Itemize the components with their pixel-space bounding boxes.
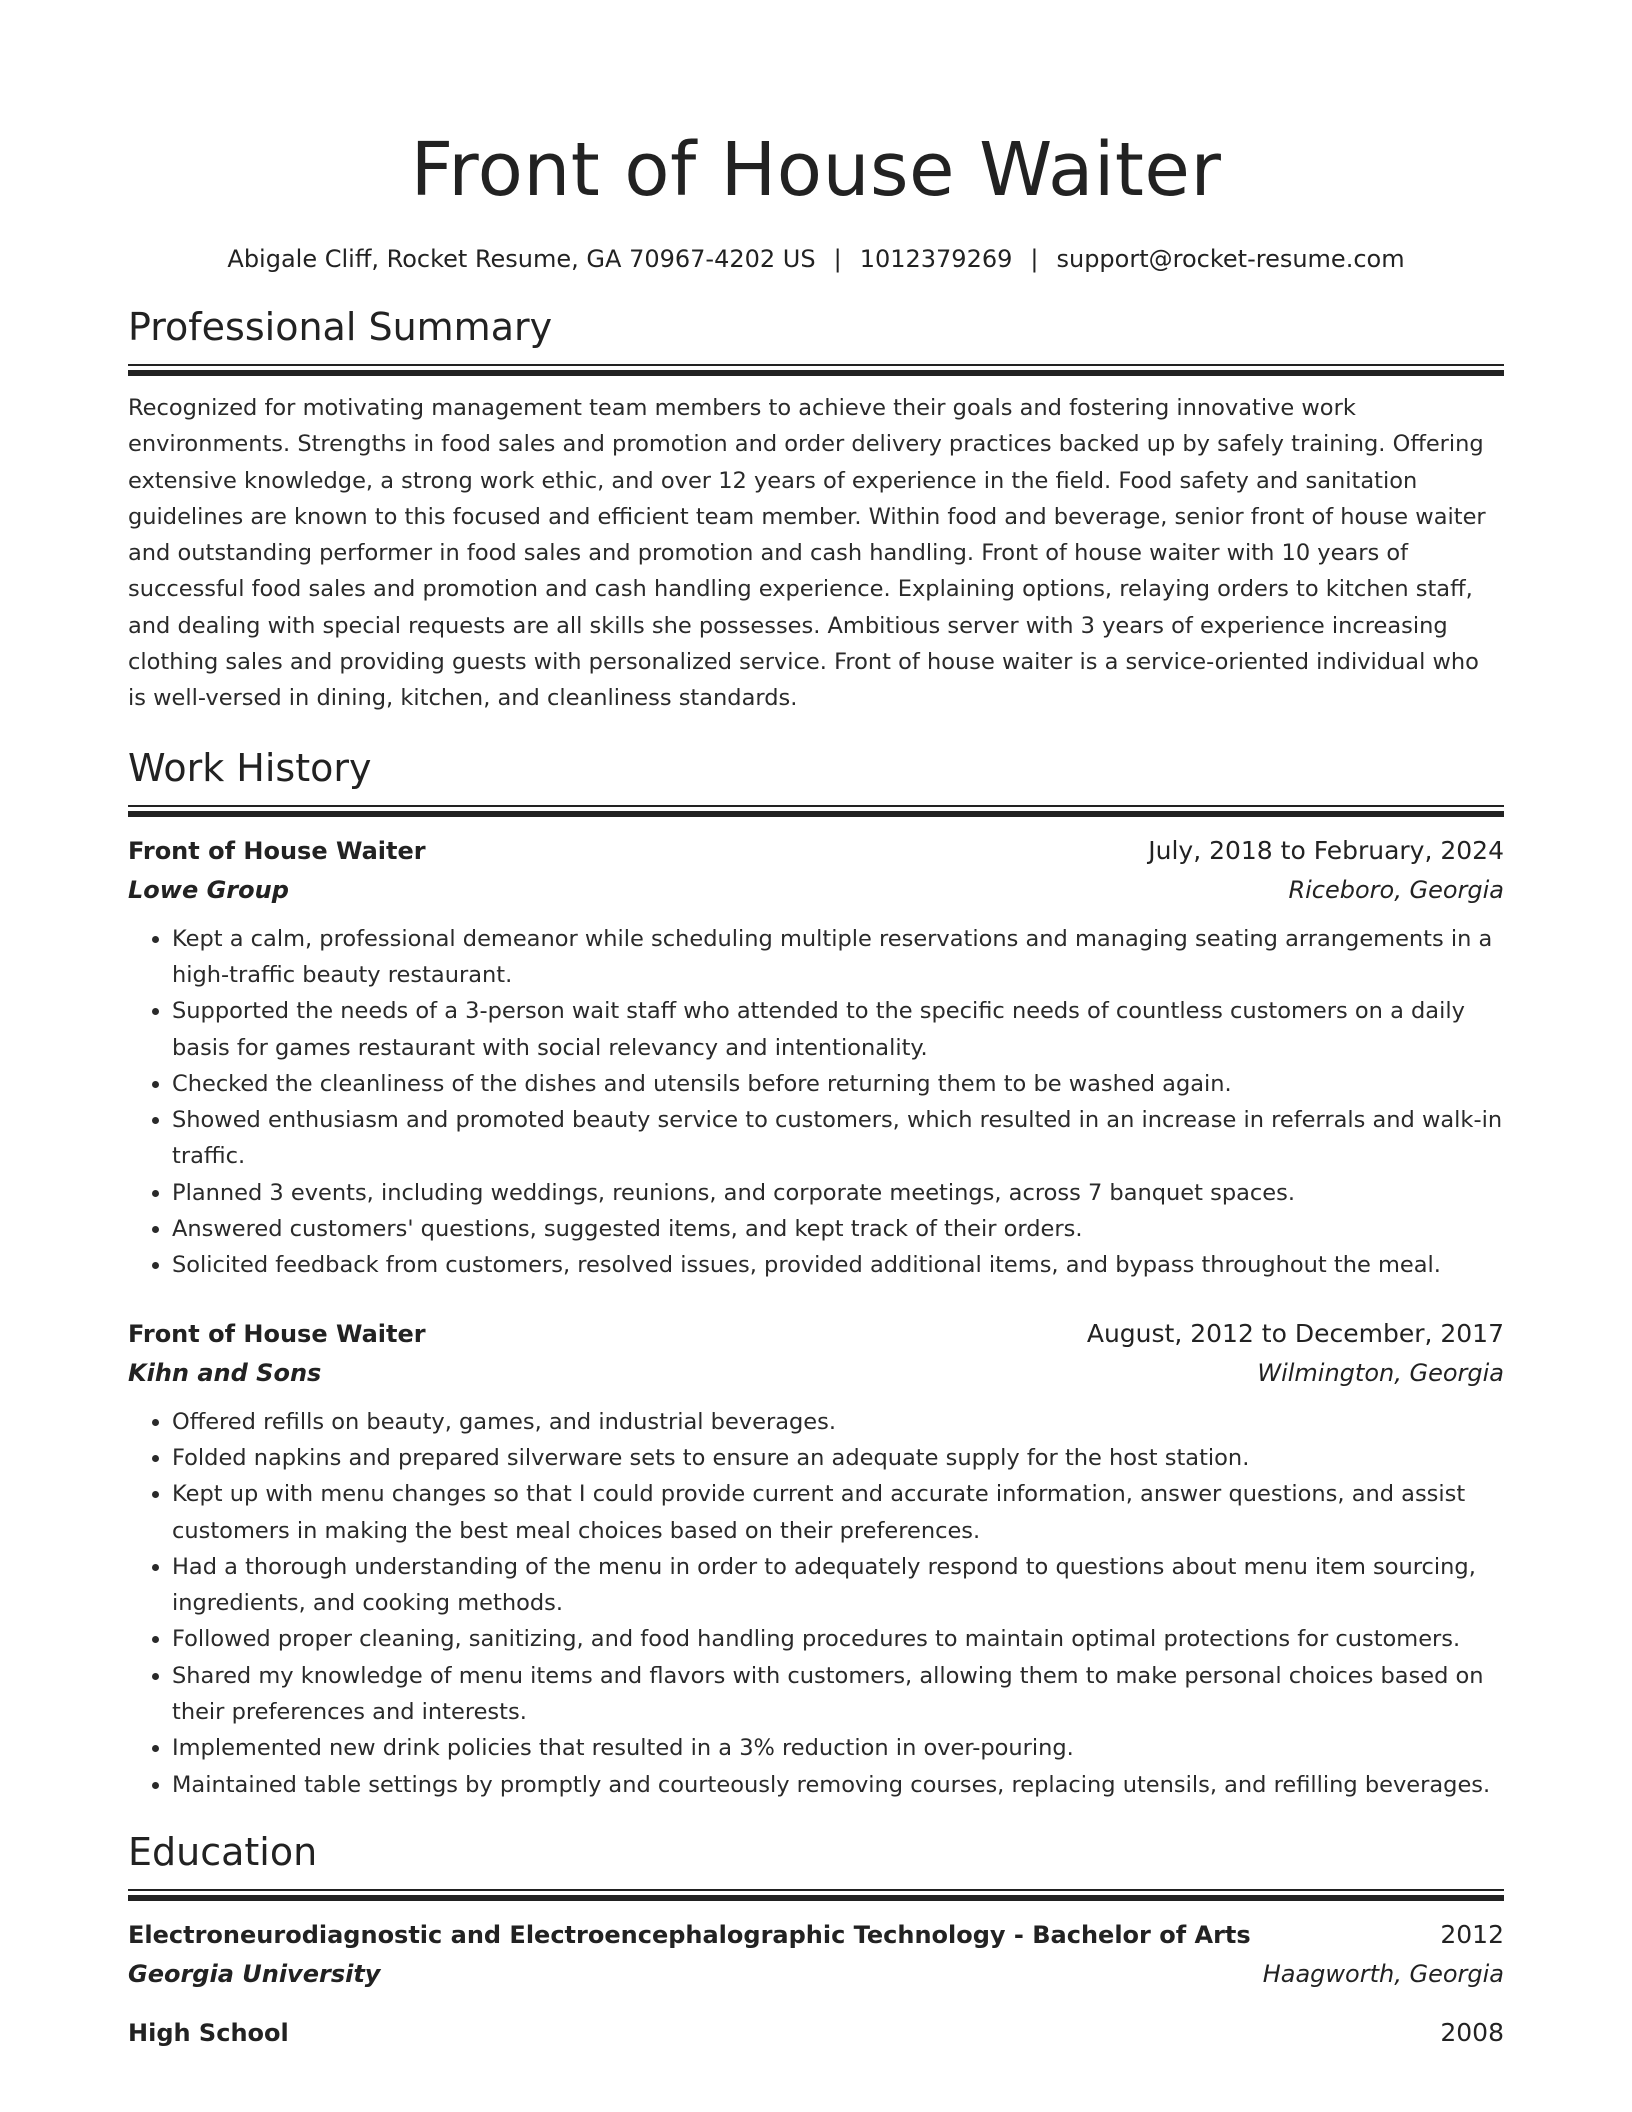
work-history-section bbox=[128, 745, 1504, 1803]
education-header-row bbox=[128, 1915, 1504, 1955]
job-location: Wilmington, Georgia bbox=[1257, 1358, 1504, 1387]
job-title: Front of House Waiter bbox=[128, 1319, 426, 1348]
job-bullet: • Had a thorough understanding of the menu in order to adequately respond to questions about menu item sourcing, ingredients, and cooking methods. bbox=[172, 1549, 1504, 1622]
section-heading-summary: Professional Summary bbox=[128, 305, 553, 349]
contact-separator: | bbox=[1030, 245, 1039, 273]
section-divider bbox=[128, 1889, 1504, 1901]
job-bullet: • Showed enthusiasm and promoted beauty service to customers, which resulted in an increase in referrals and walk-in traffic. bbox=[172, 1102, 1504, 1175]
job-dates: July, 2018 to February, 2024 bbox=[1148, 835, 1504, 865]
contact-email[interactable]: support@rocket-resume.com bbox=[1056, 245, 1405, 273]
job-bullet-list bbox=[128, 1404, 1504, 1803]
job-bullet-list bbox=[128, 921, 1504, 1284]
job-company: Lowe Group bbox=[128, 875, 289, 904]
job-bullet: • Kept a calm, professional demeanor while scheduling multiple reservations and managing seating arrangements in a high-traffic beauty restaurant. bbox=[172, 921, 1504, 994]
education-year: 2008 bbox=[1440, 2017, 1504, 2047]
job-bullet: • Kept up with menu changes so that I could provide current and accurate information, answer questions, and assist customers in making the best meal choices based on their preferences. bbox=[172, 1476, 1504, 1549]
job-bullet: • Maintained table settings by promptly and courteously removing courses, replacing utensils, and refilling beverages. bbox=[172, 1767, 1504, 1803]
education-degree: High School bbox=[128, 2018, 289, 2047]
job-bullet: • Checked the cleanliness of the dishes and utensils before returning them to be washed again. bbox=[172, 1066, 1504, 1102]
education-degree: Electroneurodiagnostic and Electroencephalographic Technology - Bachelor of Arts bbox=[128, 1920, 1251, 1949]
job-bullet: • Followed proper cleaning, sanitizing, and food handling procedures to maintain optimal protections for customers. bbox=[172, 1621, 1504, 1657]
job-company-row bbox=[128, 871, 1504, 909]
contact-address: Abigale Cliff, Rocket Resume, GA 70967-4202 US bbox=[227, 245, 816, 273]
education-school: Georgia University bbox=[128, 1959, 381, 1988]
section-divider bbox=[128, 364, 1504, 376]
resume-page bbox=[128, 0, 1504, 2053]
job-title: Front of House Waiter bbox=[128, 836, 426, 865]
education-year: 2012 bbox=[1440, 1919, 1504, 1949]
summary-section bbox=[128, 304, 1504, 717]
section-heading-work-history: Work History bbox=[128, 745, 372, 790]
job-entry bbox=[128, 831, 1504, 1284]
job-entry bbox=[128, 1314, 1504, 1803]
section-heading-education: Education bbox=[128, 1829, 318, 1874]
contact-line bbox=[128, 244, 1504, 274]
job-dates: August, 2012 to December, 2017 bbox=[1086, 1318, 1504, 1348]
job-bullet: • Offered refills on beauty, games, and industrial beverages. bbox=[172, 1404, 1504, 1440]
job-bullet: • Answered customers' questions, suggested items, and kept track of their orders. bbox=[172, 1211, 1504, 1247]
job-location: Riceboro, Georgia bbox=[1288, 875, 1504, 904]
contact-separator: | bbox=[833, 245, 842, 273]
job-company-row bbox=[128, 1354, 1504, 1392]
job-bullet: • Shared my knowledge of menu items and flavors with customers, allowing them to make personal choices based on their preferences and interests. bbox=[172, 1658, 1504, 1731]
summary-text: Recognized for motivating management team members to achieve their goals and fostering innovative work environments. Strengths in food sales and promotion and order delivery practices backed up by safely training. Offering extensive knowledge, a strong work ethic, and over 12 years of experience in the field. Food safety and sanitation guidelines are known to this focused and efficient team member. Within food and beverage, senior front of house waiter and outstanding performer in food sales and promotion and cash handling. Front of house waiter with 10 years of successful food sales and promotion and cash handling experience. Explaining options, relaying orders to kitchen staff, and dealing with special requests are all skills she possesses. Ambitious server with 3 years of experience increasing clothing sales and providing guests with personalized service. Front of house waiter is a service-oriented individual who is well-versed in dining, kitchen, and cleanliness standards. bbox=[128, 395, 1486, 712]
job-header-row bbox=[128, 831, 1504, 871]
job-bullet: • Planned 3 events, including weddings, reunions, and corporate meetings, across 7 banquet spaces. bbox=[172, 1175, 1504, 1211]
education-location: Haagworth, Georgia bbox=[1262, 1959, 1504, 1988]
job-header-row bbox=[128, 1314, 1504, 1354]
job-bullet: • Implemented new drink policies that resulted in a 3% reduction in over-pouring. bbox=[172, 1730, 1504, 1766]
job-bullet: • Solicited feedback from customers, resolved issues, provided additional items, and bypass throughout the meal. bbox=[172, 1247, 1504, 1283]
section-divider bbox=[128, 805, 1504, 817]
resume-title: Front of House Waiter bbox=[410, 127, 1222, 213]
job-bullet: • Folded napkins and prepared silverware sets to ensure an adequate supply for the host station. bbox=[172, 1440, 1504, 1476]
education-school-row bbox=[128, 1955, 1504, 1993]
job-company: Kihn and Sons bbox=[128, 1358, 322, 1387]
contact-phone: 1012379269 bbox=[859, 245, 1013, 273]
job-bullet: • Supported the needs of a 3-person wait staff who attended to the specific needs of countless customers on a daily basis for games restaurant with social relevancy and intentionality. bbox=[172, 993, 1504, 1066]
education-header-row bbox=[128, 2013, 1504, 2053]
education-entry bbox=[128, 2013, 1504, 2053]
education-section bbox=[128, 1829, 1504, 2053]
education-entry bbox=[128, 1915, 1504, 1993]
